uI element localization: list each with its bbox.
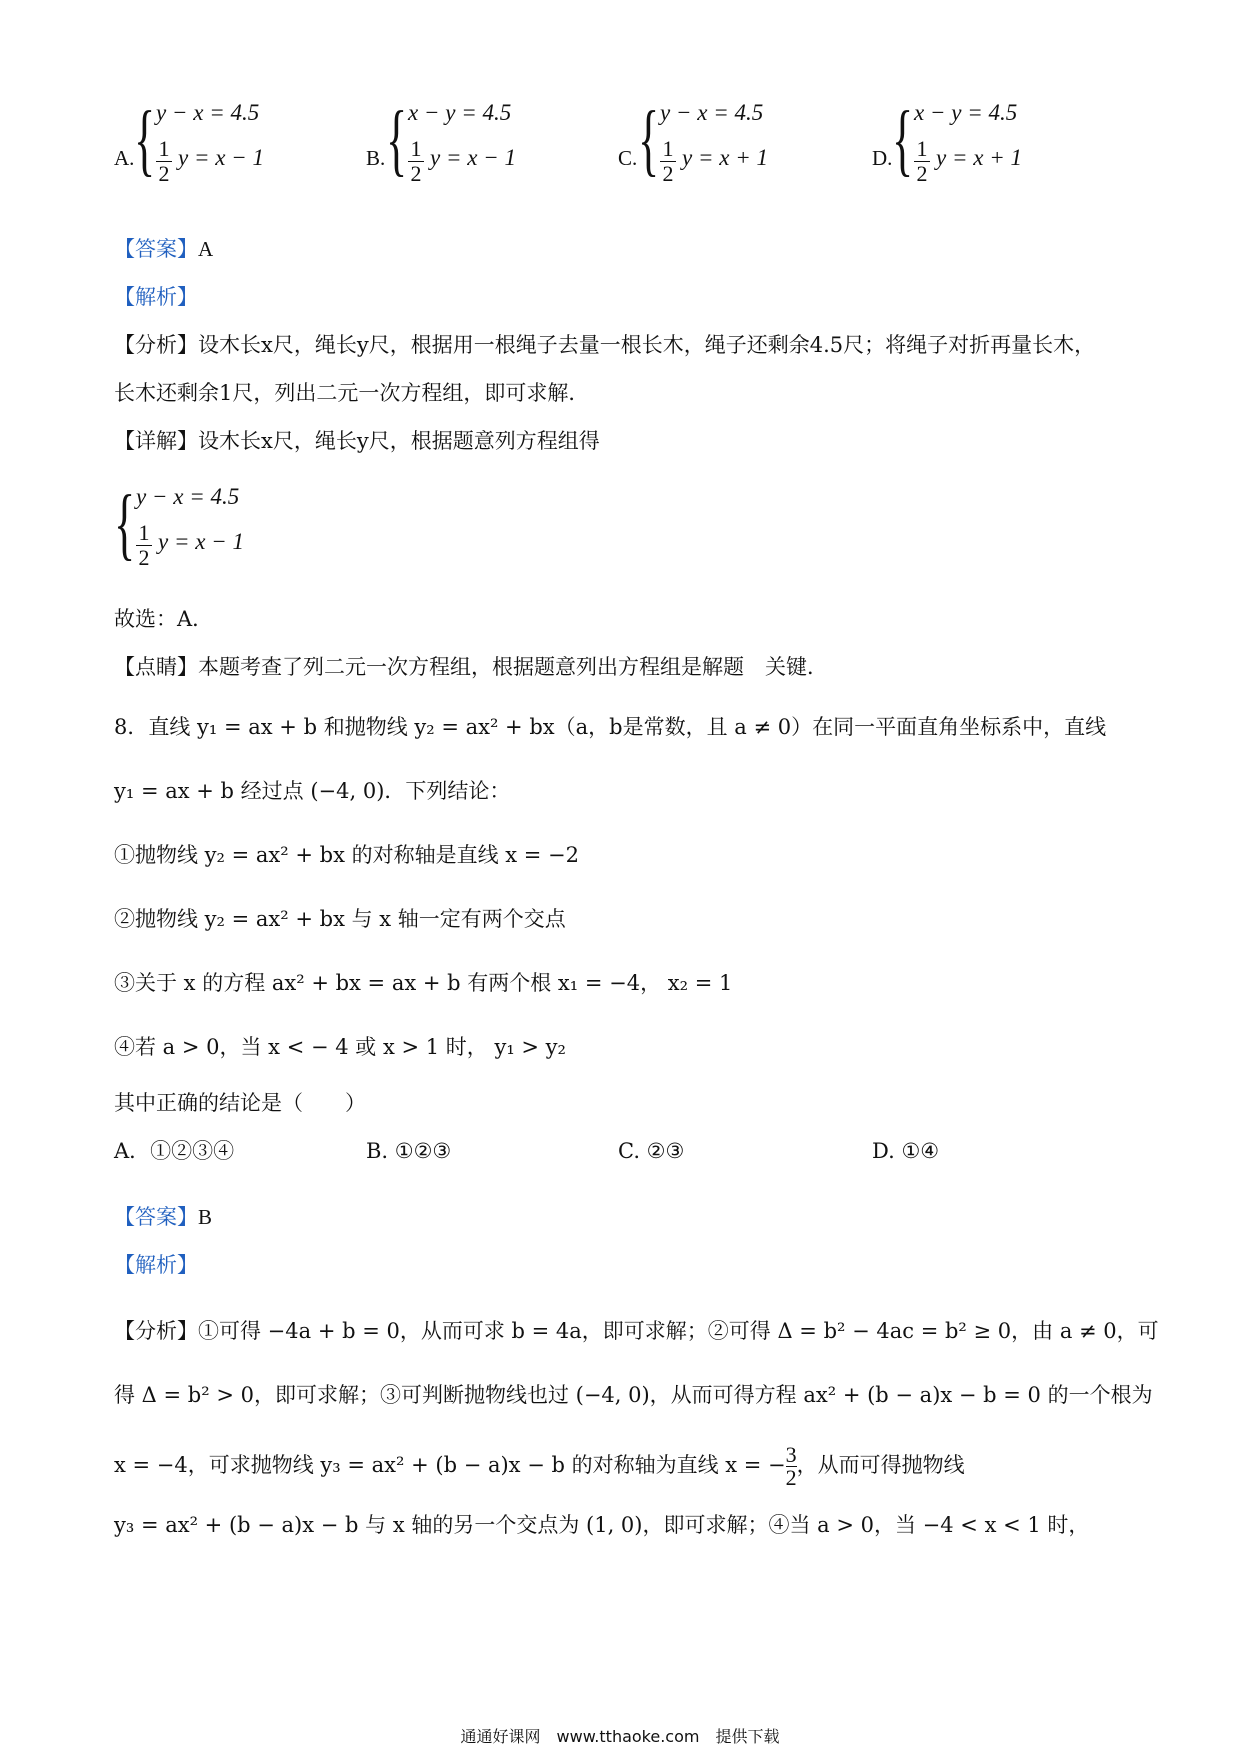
dianjing-text: 本题考查了列二元一次方程组，根据题意列出方程组是解题 关键． <box>198 655 828 679</box>
q7-xiangjie <box>114 426 600 456</box>
option-b-num: 1 <box>410 136 422 161</box>
q7-dianjing <box>114 652 828 682</box>
xiangjie-text: 设木长x尺，绳长y尺，根据题意列方程组得 <box>198 429 600 453</box>
option-d-eq2: y = x + 1 <box>936 145 1022 170</box>
dianjing-tag: 【点睛】 <box>114 655 198 679</box>
q8-fenxi-line3 <box>114 1444 965 1489</box>
q7-guxuan: 故选：A． <box>114 607 214 631</box>
answer-value: A <box>198 237 214 261</box>
q8-fenxi-line1 <box>114 1316 1159 1346</box>
q8-line2: y₁ = ax + b 经过点 (−4, 0)．下列结论： <box>114 779 511 803</box>
q7-fenxi-line1 <box>114 330 1095 360</box>
fenxi-tag: 【分析】 <box>114 1319 198 1343</box>
option-a-eq2: y = x − 1 <box>178 145 264 170</box>
q8-jiexi <box>114 1250 198 1280</box>
q7-jiexi <box>114 282 198 312</box>
q8-conclusion-4: ④若 a > 0，当 x < − 4 或 x > 1 时， y₁ > y₂ <box>114 1035 566 1059</box>
q8-line1: 8．直线 y₁ = ax + b 和抛物线 y₂ = ax² + bx（a，b是常数，且 a ≠ 0）在同一平面直角坐标系中，直线 <box>114 715 1107 739</box>
frac-den: 2 <box>785 1465 797 1490</box>
option-d-eq1: x − y = 4.5 <box>914 100 1018 125</box>
option-d-den: 2 <box>916 161 928 186</box>
xiangjie-tag: 【详解】 <box>114 429 198 453</box>
q7-eq1: y − x = 4.5 <box>136 484 240 509</box>
q8-question: 其中正确的结论是（ ） <box>114 1091 366 1115</box>
q8-conclusion-3: ③关于 x 的方程 ax² + bx = ax + b 有两个根 x₁ = −4， x₂ = 1 <box>114 971 733 995</box>
option-b-label: B. <box>366 146 386 170</box>
q7-den: 2 <box>138 545 150 570</box>
q8-conclusion-2: ②抛物线 y₂ = ax² + bx 与 x 轴一定有两个交点 <box>114 907 566 931</box>
fenxi3-b: ，从而可得抛物线 <box>796 1453 965 1477</box>
q7-fenxi-line2: 长木还剩余1尺，列出二元一次方程组，即可求解． <box>114 381 590 405</box>
q8-option-c: C. ②③ <box>618 1139 685 1163</box>
option-a-label: A. <box>114 146 135 170</box>
option-d-num: 1 <box>916 136 928 161</box>
answer-tag: 【答案】 <box>114 237 198 261</box>
fenxi-text: ①可得 −4a + b = 0，从而可求 b = 4a，即可求解；②可得 Δ = b² − 4ac = b² ≥ 0，由 a ≠ 0，可 <box>198 1319 1159 1343</box>
fenxi-tag: 【分析】 <box>114 333 198 357</box>
fenxi3-a: x = −4，可求抛物线 y₃ = ax² + (b − a)x − b 的对称轴为直线 x = − <box>114 1453 786 1477</box>
q8-option-a: A．①②③④ <box>114 1139 235 1163</box>
option-b-den: 2 <box>410 161 422 186</box>
option-d-label: D. <box>872 146 893 170</box>
q7-eq2: y = x − 1 <box>158 529 244 554</box>
option-a-den: 2 <box>158 161 170 186</box>
q7-answer <box>114 234 213 264</box>
answer-tag: 【答案】 <box>114 1205 198 1229</box>
jiexi-tag: 【解析】 <box>114 285 198 309</box>
option-b-eq1: x − y = 4.5 <box>408 100 512 125</box>
option-a-eq1: y − x = 4.5 <box>156 100 260 125</box>
option-c-eq2: y = x + 1 <box>682 145 768 170</box>
fenxi-text: 设木长x尺，绳长y尺，根据用一根绳子去量一根长木，绳子还剩余4.5尺；将绳子对折再量长木， <box>198 333 1096 357</box>
option-b-eq2: y = x − 1 <box>430 145 516 170</box>
q8-answer <box>114 1202 212 1232</box>
option-c-eq1: y − x = 4.5 <box>660 100 764 125</box>
option-c-den: 2 <box>662 161 674 186</box>
fraction-3-2 <box>786 1444 797 1489</box>
page-footer: 通通好课网 www.tthaoke.com 提供下载 <box>460 1727 780 1746</box>
frac-num: 3 <box>785 1442 797 1467</box>
option-c-num: 1 <box>662 136 674 161</box>
answer-value: B <box>198 1205 213 1229</box>
option-a-num: 1 <box>158 136 170 161</box>
q8-option-d: D. ①④ <box>872 1139 940 1163</box>
q8-option-b: B. ①②③ <box>366 1139 452 1163</box>
jiexi-tag: 【解析】 <box>114 1253 198 1277</box>
q8-fenxi-line2: 得 Δ = b² > 0，即可求解；③可判断抛物线也过 (−4, 0)，从而可得方程 ax² + (b − a)x − b = 0 的一个根为 <box>114 1383 1153 1407</box>
q8-fenxi-line4: y₃ = ax² + (b − a)x − b 与 x 轴的另一个交点为 (1, 0)，即可求解；④当 a > 0，当 −4 < x < 1 时， <box>114 1513 1090 1537</box>
q7-num: 1 <box>138 520 150 545</box>
q8-conclusion-1: ①抛物线 y₂ = ax² + bx 的对称轴是直线 x = −2 <box>114 843 580 867</box>
option-c-label: C. <box>618 146 638 170</box>
